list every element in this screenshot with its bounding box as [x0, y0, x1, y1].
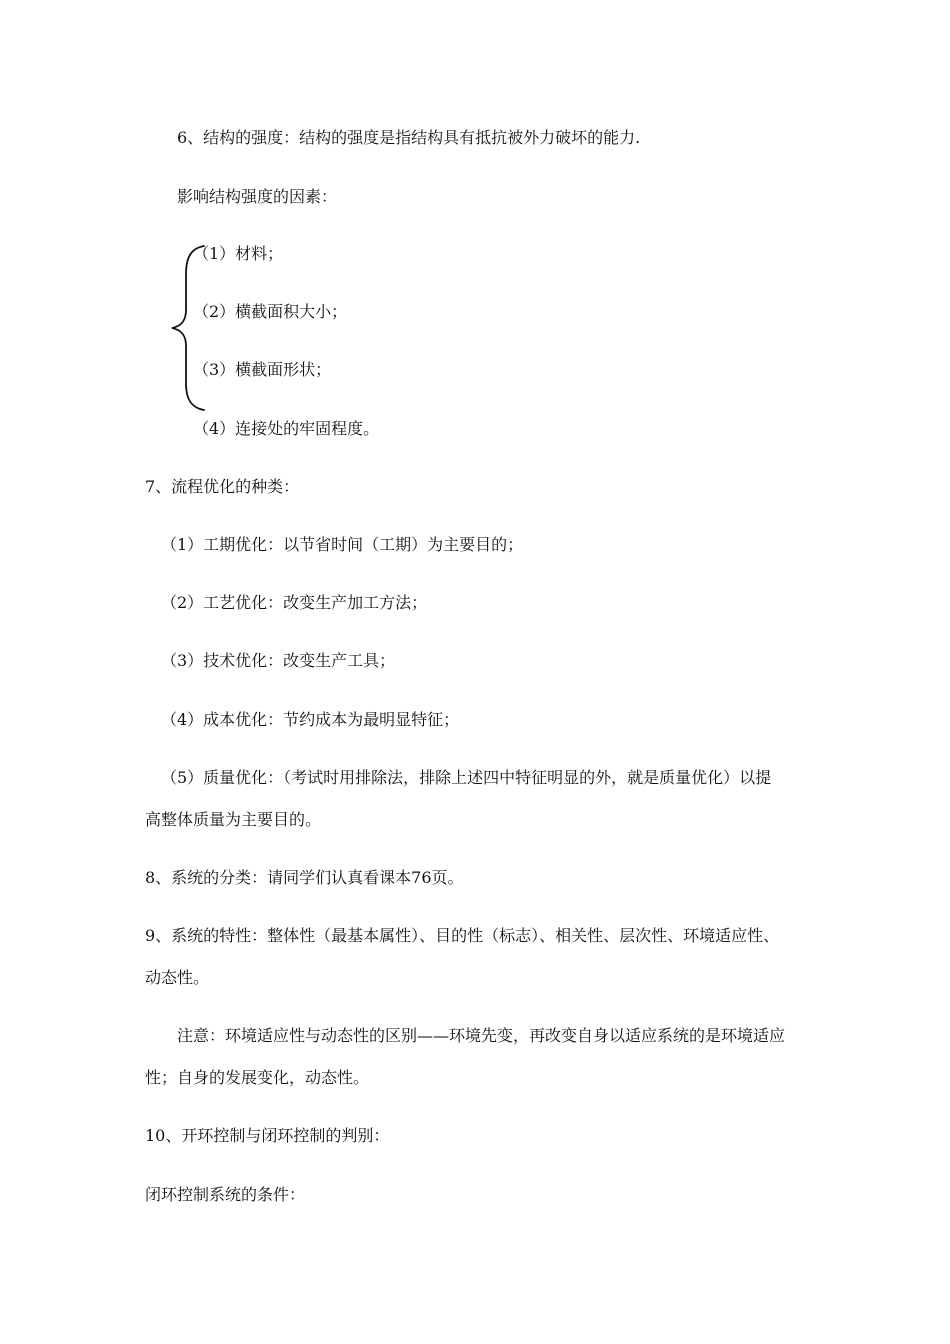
- section-8-heading: 8、系统的分类：请同学们认真看课本76页。: [145, 868, 464, 887]
- section-7-heading: 7、流程优化的种类：: [145, 477, 300, 496]
- optimization-item-3: （3）技术优化：改变生产工具；: [161, 651, 396, 670]
- optimization-item-2: （2）工艺优化：改变生产加工方法；: [161, 593, 428, 612]
- closed-loop-conditions-title: 闭环控制系统的条件：: [145, 1185, 306, 1204]
- strength-factor-2: （2）横截面积大小；: [193, 302, 348, 321]
- section-6-heading: 6、结构的强度：结构的强度是指结构具有抵抗被外力破坏的能力.: [177, 128, 641, 147]
- optimization-item-5: （5）质量优化：（考试时用排除法，排除上述四中特征明显的外，就是质量优化）以提: [161, 768, 772, 787]
- section-9-heading: 9、系统的特性：整体性（最基本属性）、目的性（标志）、相关性、层次性、环境适应性、: [145, 926, 780, 945]
- strength-factor-1: （1）材料；: [193, 244, 284, 263]
- optimization-item-1: （1）工期优化：以节省时间（工期）为主要目的；: [161, 535, 524, 554]
- optimization-item-5-continued: 高整体质量为主要目的。: [145, 810, 322, 829]
- optimization-item-4: （4）成本优化：节约成本为最明显特征；: [161, 710, 460, 729]
- curly-brace-icon: [168, 244, 208, 412]
- section-9-note-continued: 性；自身的发展变化，动态性。: [145, 1068, 370, 1087]
- strength-factor-3: （3）横截面形状；: [193, 360, 332, 379]
- strength-factor-4: （4）连接处的牢固程度。: [193, 419, 380, 438]
- section-9-heading-continued: 动态性。: [145, 968, 210, 987]
- section-9-note: 注意：环境适应性与动态性的区别——环境先变，再改变自身以适应系统的是环境适应: [177, 1026, 786, 1045]
- strength-factors-title: 影响结构强度的因素：: [177, 187, 338, 206]
- section-10-heading: 10、开环控制与闭环控制的判别：: [145, 1126, 390, 1145]
